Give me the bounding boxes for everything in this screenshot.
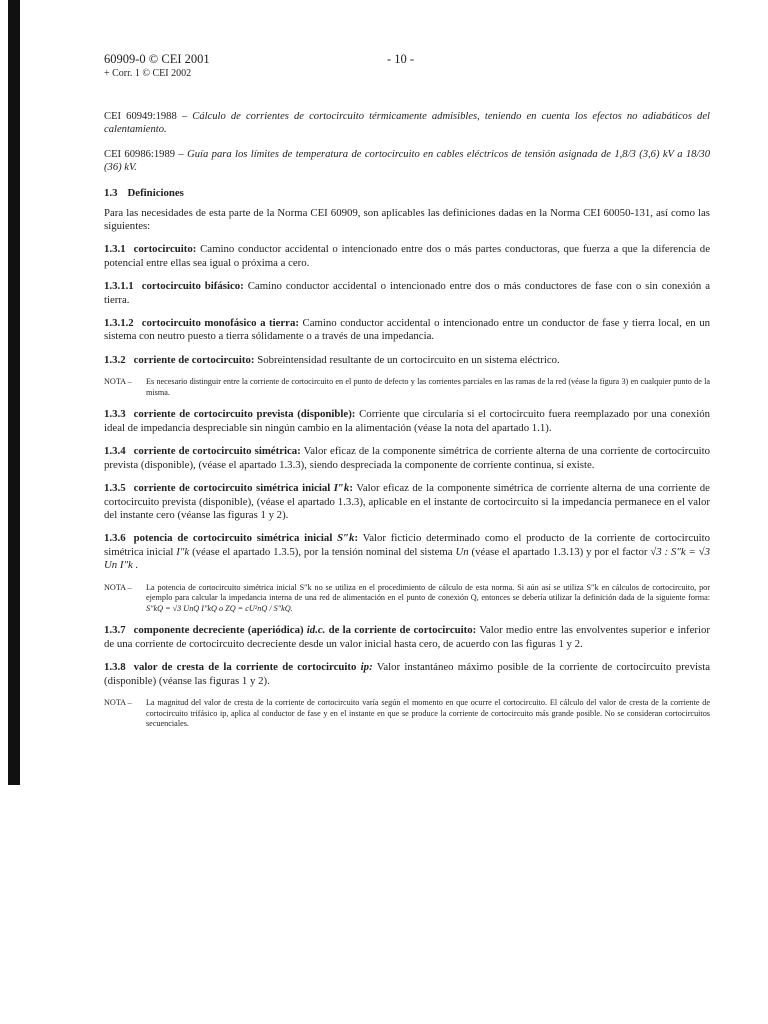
page-number: - 10 -: [387, 52, 415, 66]
definition-1-3-2: [104, 354, 710, 367]
symbol-ik: I″k: [333, 482, 350, 495]
definition-number: 1.3.6: [104, 532, 126, 545]
scan-edge-bar: [8, 0, 20, 785]
note-block: [104, 698, 710, 730]
definition-term: corriente de cortocircuito:: [133, 353, 255, 366]
definition-term: corriente de cortocircuito simétrica inicial: [133, 482, 331, 495]
symbol-idc: id.c.: [306, 624, 326, 637]
document-page: [104, 52, 710, 740]
section-number: 1.3: [104, 186, 118, 199]
definition-term: cortocircuito monofásico a tierra:: [141, 317, 299, 330]
note-block: [104, 377, 710, 398]
definition-number: 1.3.7: [104, 624, 126, 637]
definition-text: Camino conductor accidental o intencionado entre dos o más conductores de fase con o sin conexión a tierra.: [104, 280, 710, 306]
definition-1-3-5: 1.3.5 corriente de cortocircuito simétrica inicial I″k: Valor eficaz de la componente simétrica de corriente alterna de una corriente de cortocircuito prevista (disponible), (véase el apartado 1.3.3), aplicable en el instante de cortocircuito si la impedancia permanece en el valor del instante cero (véanse las figuras 1 y 2).: [104, 482, 710, 521]
definition-term: cortocircuito bifásico:: [141, 280, 244, 293]
definition-number: 1.3.1: [104, 243, 126, 256]
reference-entry: [104, 148, 710, 175]
note-text: La magnitud del valor de cresta de la corriente de cortocircuito varía según el momento en que ocurre el cortocircuito. El cálculo del valor de cresta de la corriente de cortocircuito trifásico ip, aplica al conductor de fase y en el instante en que se produce la corriente de cortocircuito más grande posible. No se consideran cortocircuitos secuenciales.: [146, 697, 710, 729]
definition-term: de la corriente de cortocircuito:: [328, 624, 477, 637]
definition-term: potencia de cortocircuito simétrica inicial: [133, 532, 333, 545]
note-label: NOTA –: [104, 582, 132, 592]
reference-title: Cálculo de corrientes de cortocircuito térmicamente admisibles, teniendo en cuenta los efectos no adiabáticos del calentamiento.: [104, 111, 710, 136]
intro-paragraph: Para las necesidades de esta parte de la Norma CEI 60909, son aplicables las definiciones dadas en la Norma CEI 60050-131, así como las siguientes:: [104, 206, 710, 233]
definition-number: 1.3.2: [104, 353, 126, 366]
symbol-ik: I″k: [176, 545, 190, 558]
page-header: [104, 52, 710, 92]
definition-1-3-1-1: [104, 280, 710, 307]
definition-term: corriente de cortocircuito simétrica:: [133, 445, 301, 458]
note-formula: S″kQ = √3 UnQ I″kQ o ZQ = cU²nQ / S″kQ.: [146, 603, 293, 613]
reference-title: Guía para los límites de temperatura de cortocircuito en cables eléctricos de tensión asignada de 1,8/3 (3,6) kV a 18/30 (36) kV.: [104, 148, 710, 174]
reference-entry: [104, 110, 710, 137]
definition-text: (véase el apartado 1.3.13) y por el factor: [471, 545, 648, 558]
definition-number: 1.3.5: [104, 482, 126, 495]
note-label: NOTA –: [104, 697, 132, 707]
definition-text: Valor ficticio determinado como el producto de la corriente de cortocircuito simétrica inicial: [104, 532, 710, 558]
definition-term: componente decreciente (aperiódica): [133, 624, 304, 637]
section-heading: [104, 187, 710, 199]
definition-1-3-7: [104, 624, 710, 651]
definition-text: Valor medio entre las envolventes superior e inferior de una corriente de cortocircuito decreciente desde un valor inicial hasta cero, de acuerdo con las figuras 1 y 2.: [104, 624, 710, 650]
definition-number: 1.3.4: [104, 445, 126, 458]
standard-reference: 60909-0 © CEI 2001: [104, 52, 210, 66]
note-block: [104, 583, 710, 615]
reference-code: CEI 60986:1989 –: [104, 148, 184, 160]
definition-1-3-8: [104, 661, 710, 688]
note-text: La potencia de cortocircuito simétrica inicial S″k no se utiliza en el procedimiento de cálculo de esta norma. Si aún así se utiliza S″k en cálculos de cortocircuito, por ejemplo para calcular la impedancia interna de una red de alimentación en el punto de conexión Q, entonces se debería utilizar la definición dada de la siguiente forma:: [146, 582, 710, 603]
definition-number: 1.3.8: [104, 661, 126, 674]
definition-1-3-4: [104, 445, 710, 472]
note-label: NOTA –: [104, 377, 132, 387]
definition-number: 1.3.3: [104, 408, 126, 421]
formula-sk: √3 : S″k = √3 Un I″k .: [104, 545, 711, 572]
definition-text: (véase el apartado 1.3.5), por la tensión nominal del sistema: [192, 545, 453, 558]
definition-number: 1.3.1.2: [104, 317, 134, 330]
definition-number: 1.3.1.1: [104, 280, 134, 293]
section-title: Definiciones: [127, 186, 184, 199]
corrigendum-reference: + Corr. 1 © CEI 2002: [104, 68, 192, 79]
symbol-ip: ip:: [360, 661, 373, 674]
note-text: Es necesario distinguir entre la corriente de cortocircuito en el punto de defecto y las corrientes parciales en las ramas de la red (véase la figura 3) en cualquier punto de la misma.: [146, 377, 710, 397]
definition-term: corriente de cortocircuito prevista (disponible):: [133, 408, 356, 421]
definition-1-3-1-2: [104, 317, 710, 344]
definition-text: Camino conductor accidental o intencionado entre un conductor de fase y tierra local, en un sistema con neutro puesto a tierra sólidamente o a través de una impedancia.: [104, 317, 710, 343]
definition-term: cortocircuito:: [133, 243, 197, 256]
definition-1-3-3: [104, 408, 710, 435]
definition-text: Valor instantáneo máximo posible de la corriente de cortocircuito prevista (disponible) (véanse las figuras 1 y 2).: [104, 661, 710, 687]
symbol-un: Un: [455, 545, 469, 558]
definition-text: Valor eficaz de la componente simétrica de corriente alterna de una corriente de cortocircuito prevista (disponible), (véase el apartado 1.3.3), aplicable en el instante de cortocircuito si la impedancia permanece en el valor del instante cero (véanse las figuras 1 y 2).: [104, 482, 710, 521]
definition-1-3-1: [104, 243, 710, 270]
definition-term: valor de cresta de la corriente de cortocircuito: [133, 661, 357, 674]
definition-text: Valor eficaz de la componente simétrica de corriente alterna de una corriente de cortocircuito prevista (disponible), (véase el apartado 1.3.3), siendo despreciada la componente de corriente continua, si existe.: [104, 445, 710, 471]
definition-text: Corriente que circularía si el cortocircuito fuera reemplazado por una conexión ideal de impedancia despreciable sin ningún cambio en la alimentación (véase la nota del apartado 1.1).: [104, 408, 710, 434]
definition-1-3-6: 1.3.6 potencia de cortocircuito simétrica inicial S″k: Valor ficticio determinado como el producto de la corriente de cortocircuito simétrica inicial I″k (véase el apartado 1.3.5), por la tensión nominal del sistema Un (véase el apartado 1.3.13) y por el factor √3 : S″k = √3 Un I″k .: [104, 532, 711, 572]
reference-code: CEI 60949:1988 –: [104, 111, 188, 122]
definition-text: Sobreintensidad resultante de un cortocircuito en un sistema eléctrico.: [257, 353, 560, 366]
symbol-sk: S″k: [337, 532, 355, 545]
definition-text: Camino conductor accidental o intencionado entre dos o más partes conductoras, que fuerza a que la diferencia de potencial entre ellas sea igual o próxima a cero.: [104, 243, 710, 269]
